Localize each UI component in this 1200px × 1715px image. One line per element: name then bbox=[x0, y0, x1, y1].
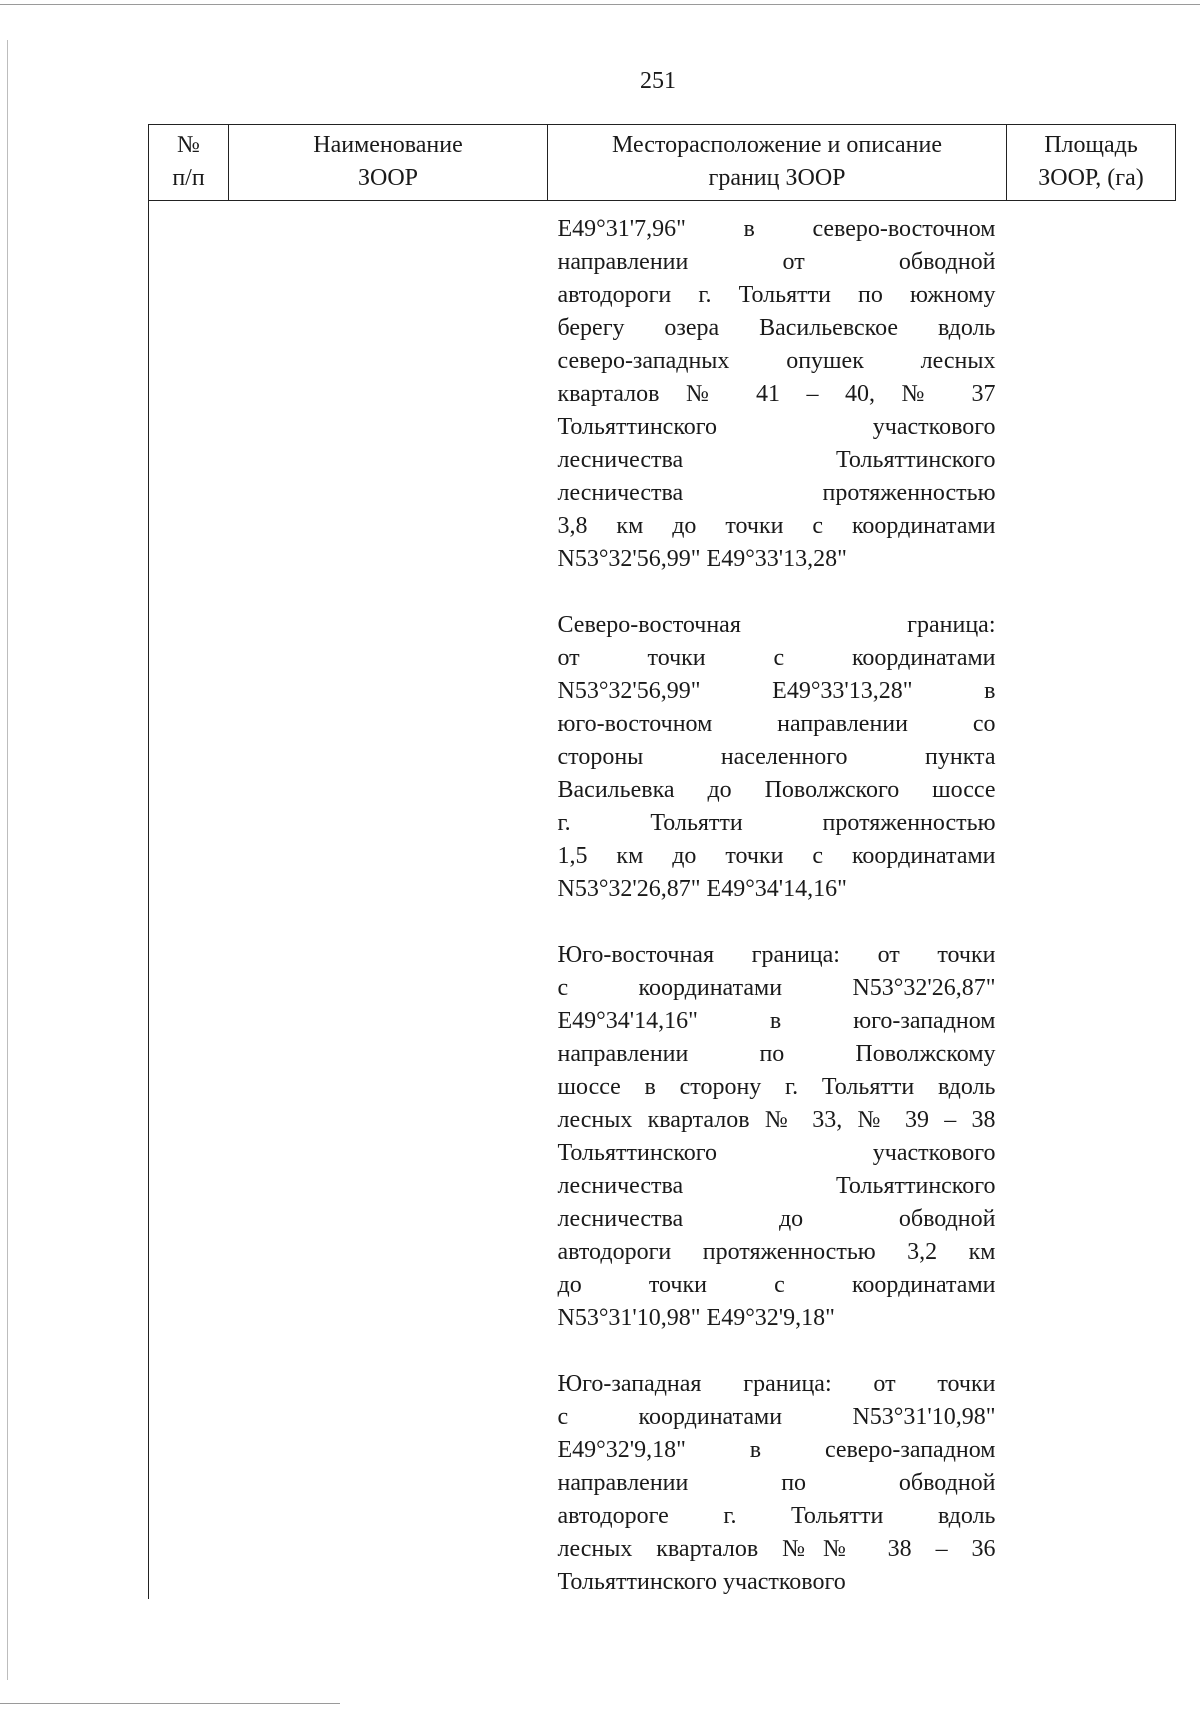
description-line: 1,5 км до точки с координатами bbox=[557, 843, 996, 869]
header-number-line-1: № bbox=[177, 132, 200, 158]
header-number-line-2: п/п bbox=[172, 165, 205, 191]
description-line: стороны населенного пункта bbox=[557, 744, 996, 770]
paragraph-spacer bbox=[558, 1335, 996, 1368]
scan-left-edge bbox=[7, 40, 8, 1680]
description-paragraph bbox=[558, 213, 996, 576]
description-line: направлении от обводной bbox=[557, 249, 996, 275]
description-line: Васильевка до Поволжского шоссе bbox=[557, 777, 996, 803]
header-name-line-1: Наименование bbox=[313, 132, 463, 158]
description-paragraph bbox=[558, 609, 996, 906]
header-description bbox=[548, 125, 1007, 201]
description-paragraph bbox=[558, 939, 996, 1335]
paragraph-spacer bbox=[558, 576, 996, 609]
header-name bbox=[229, 125, 548, 201]
scan-top-edge bbox=[0, 4, 1200, 5]
cell-area bbox=[1007, 201, 1176, 1600]
header-number bbox=[149, 125, 229, 201]
table-body bbox=[149, 201, 1176, 1600]
description-line: автодороги г. Тольятти по южному bbox=[557, 282, 996, 308]
cell-number bbox=[149, 201, 229, 1600]
description-line: направлении по обводной bbox=[557, 1470, 996, 1496]
description-line: E49°31'7,96" в северо-восточном bbox=[557, 216, 996, 242]
description-line: кварталов № 41 – 40, № 37 bbox=[557, 381, 996, 407]
description-line: с координатами N53°31'10,98" bbox=[557, 1404, 996, 1430]
description-line: лесных кварталов №№ 38 – 36 bbox=[557, 1536, 996, 1562]
description-line: автодороге г. Тольятти вдоль bbox=[557, 1503, 996, 1529]
scan-bottom-edge bbox=[0, 1703, 340, 1704]
paragraph-spacer bbox=[558, 906, 996, 939]
description-line: N53°31'10,98" E49°32'9,18" bbox=[557, 1305, 835, 1331]
header-area bbox=[1007, 125, 1176, 201]
description-line: N53°32'26,87" E49°34'14,16" bbox=[557, 876, 847, 902]
description-line: Юго-западная граница: от точки bbox=[557, 1371, 996, 1397]
description-line: N53°32'56,99" E49°33'13,28" в bbox=[557, 678, 996, 704]
description-line: берегу озера Васильевское вдоль bbox=[557, 315, 996, 341]
header-description-line-2: границ ЗООР bbox=[708, 165, 846, 191]
description-line: с координатами N53°32'26,87" bbox=[557, 975, 996, 1001]
description-line: лесничества протяженностью bbox=[557, 480, 996, 506]
description-line: лесничества Тольяттинского bbox=[557, 1173, 996, 1199]
zoor-table bbox=[148, 124, 1176, 1599]
description-line: Тольяттинского участкового bbox=[557, 414, 996, 440]
description-line: лесничества Тольяттинского bbox=[557, 447, 996, 473]
description-line: г. Тольятти протяженностью bbox=[557, 810, 996, 836]
description-line: шоссе в сторону г. Тольятти вдоль bbox=[557, 1074, 996, 1100]
description-line: Тольяттинского участкового bbox=[557, 1140, 996, 1166]
description-line: северо-западных опушек лесных bbox=[557, 348, 996, 374]
description-paragraph bbox=[558, 1368, 996, 1599]
page-number: 251 bbox=[640, 68, 676, 94]
header-area-line-1: Площадь bbox=[1044, 132, 1138, 158]
description-line: E49°32'9,18" в северо-западном bbox=[557, 1437, 996, 1463]
table-row bbox=[149, 201, 1176, 1600]
description-line: лесничества до обводной bbox=[557, 1206, 996, 1232]
header-area-line-2: ЗООР, (га) bbox=[1038, 165, 1144, 191]
description-line: юго-восточном направлении со bbox=[557, 711, 996, 737]
header-description-line-1: Месторасположение и описание bbox=[611, 132, 943, 158]
description-line: автодороги протяженностью 3,2 км bbox=[557, 1239, 996, 1265]
table-header bbox=[149, 125, 1176, 201]
description-line: Северо-восточная граница: bbox=[557, 612, 996, 638]
description-line: от точки с координатами bbox=[557, 645, 996, 671]
cell-description bbox=[548, 201, 1007, 1600]
description-line: лесных кварталов № 33, № 39 – 38 bbox=[557, 1107, 996, 1133]
description-line: направлении по Поволжскому bbox=[557, 1041, 996, 1067]
description-line: до точки с координатами bbox=[557, 1272, 996, 1298]
description-line: 3,8 км до точки с координатами bbox=[557, 513, 996, 539]
header-name-line-2: ЗООР bbox=[357, 165, 419, 191]
cell-name bbox=[229, 201, 548, 1600]
description-line: Юго-восточная граница: от точки bbox=[557, 942, 996, 968]
description-line: E49°34'14,16" в юго-западном bbox=[557, 1008, 996, 1034]
description-line: N53°32'56,99" E49°33'13,28" bbox=[557, 546, 847, 572]
header-row bbox=[149, 125, 1176, 201]
description-line: Тольяттинского участкового bbox=[557, 1569, 846, 1595]
